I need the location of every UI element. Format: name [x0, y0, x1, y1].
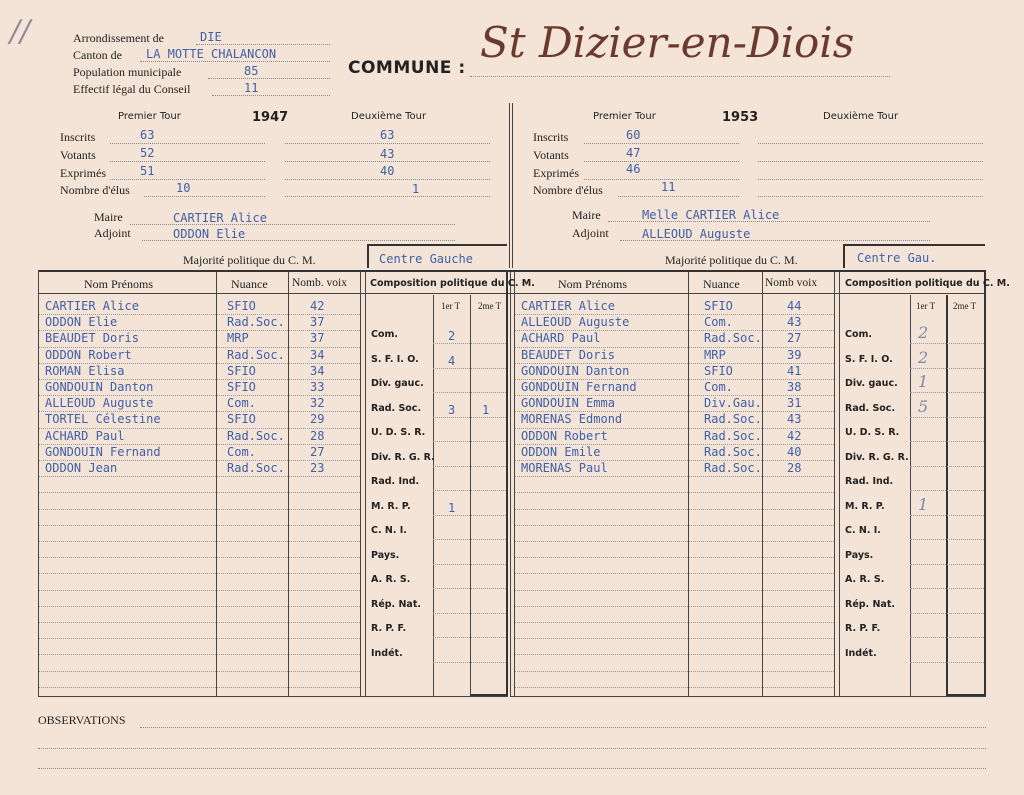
party-rule	[910, 466, 984, 467]
row-rule	[39, 557, 360, 558]
party-rule	[910, 588, 984, 589]
party-rule	[910, 490, 984, 491]
candidate-nuance: Rad.Soc.	[704, 461, 762, 475]
maire-label-1947: Maire	[94, 210, 123, 224]
row-rule	[515, 654, 834, 655]
party-label: U. D. S. R.	[371, 427, 426, 438]
candidate-name: ACHARD Paul	[45, 428, 125, 443]
commune-label: COMMUNE :	[348, 58, 466, 78]
col-voix-1953: Nomb voix	[765, 277, 818, 289]
candidate-voix: 28	[310, 428, 325, 443]
votants-label-1947: Votants	[60, 148, 96, 162]
candidate-voix: 43	[787, 412, 802, 427]
row-rule	[515, 541, 834, 542]
party-label: M. R. P.	[371, 500, 411, 512]
row-rule	[39, 671, 360, 672]
party-label: U. D. S. R.	[845, 427, 900, 438]
inscrits-1947-t1: 63	[140, 128, 155, 142]
candidate-nuance: Com.	[704, 315, 733, 330]
row-rule	[515, 573, 834, 574]
elus-1947-t1: 10	[176, 181, 191, 195]
candidate-name: CARTIER Alice	[45, 299, 139, 313]
compo-t1: 2	[918, 323, 929, 342]
party-rule	[910, 417, 984, 418]
candidate-name: GONDOUIN Fernand	[521, 380, 637, 394]
compo-t1: 4	[448, 353, 456, 368]
candidate-nuance: SFIO	[227, 363, 256, 378]
candidate-name: BEAUDET Doris	[45, 331, 139, 346]
candidate-voix: 28	[787, 461, 802, 475]
candidate-name: ODDON Elie	[45, 315, 118, 330]
candidate-name: GONDOUIN Emma	[521, 396, 615, 411]
col-nuance-1947: Nuance	[231, 277, 268, 291]
population-label: Population municipale	[73, 65, 182, 79]
row-rule	[515, 671, 834, 672]
candidate-voix: 38	[787, 380, 802, 394]
party-label: A. R. S.	[845, 574, 885, 585]
t1-1953: 1er T	[916, 301, 936, 311]
party-label: Rép. Nat.	[371, 598, 421, 610]
party-label: Indét.	[845, 647, 877, 659]
arrondissement-value: DIE	[200, 30, 222, 44]
candidate-nuance: SFIO	[704, 363, 733, 378]
compo-t1: 2	[918, 347, 929, 367]
party-label: A. R. S.	[371, 574, 411, 585]
party-label: Rad. Ind.	[845, 476, 894, 487]
elus-label-1953: Nombre d'élus	[533, 183, 603, 197]
row-rule	[515, 557, 834, 558]
majorite-label-1947: Majorité politique du C. M.	[183, 253, 316, 267]
row-rule	[39, 622, 360, 623]
inscrits-label-1953: Inscrits	[533, 130, 569, 144]
votants-1947-t1: 52	[140, 146, 155, 160]
elus-label-1947: Nombre d'élus	[60, 183, 130, 197]
inscrits-label-1947: Inscrits	[60, 130, 96, 144]
party-rule	[910, 515, 984, 516]
compo-t1: 2	[448, 329, 456, 343]
candidate-voix: 32	[310, 396, 325, 411]
party-rule	[910, 662, 984, 663]
party-label: R. P. F.	[371, 623, 407, 634]
year-1953: 1953	[722, 110, 759, 125]
candidate-nuance: Rad.Soc.	[227, 461, 285, 475]
commune-name: St Dizier-en-Diois	[480, 18, 855, 67]
party-rule	[910, 637, 984, 638]
party-label: Rad. Ind.	[371, 476, 420, 487]
candidate-nuance: Rad.Soc.	[704, 444, 762, 459]
party-rule	[433, 515, 506, 516]
col-compo-1947: Composition politique du C. M.	[370, 278, 535, 289]
candidate-name: GONDOUIN Danton	[521, 363, 630, 378]
adjoint-label-1953: Adjoint	[572, 226, 609, 240]
col-nom-1947: Nom Prénoms	[84, 277, 153, 291]
row-rule	[39, 476, 360, 477]
party-label: C. N. I.	[371, 525, 407, 536]
candidate-name: ODDON Robert	[45, 347, 132, 362]
party-rule	[433, 490, 506, 491]
party-rule	[433, 613, 506, 614]
row-rule	[39, 573, 360, 574]
year-1947: 1947	[252, 110, 289, 125]
compo-t1: 5	[918, 396, 929, 416]
row-rule	[515, 638, 834, 639]
effectif-label: Effectif légal du Conseil	[73, 82, 191, 96]
party-label: Pays.	[845, 549, 874, 561]
candidate-voix: 34	[310, 347, 325, 362]
candidate-nuance: MRP	[227, 331, 249, 346]
candidate-voix: 23	[310, 461, 325, 475]
inscrits-1947-t2: 63	[380, 128, 395, 142]
candidate-voix: 43	[787, 315, 802, 330]
row-rule	[39, 654, 360, 655]
party-rule	[910, 539, 984, 540]
party-rule	[433, 441, 506, 442]
party-rule	[433, 466, 506, 467]
party-rule	[433, 343, 506, 344]
adjoint-1953: ALLEOUD Auguste	[642, 227, 751, 241]
deuxieme-tour-1947: Deuxième Tour	[351, 111, 427, 122]
party-rule	[433, 637, 506, 638]
row-rule	[515, 492, 834, 493]
col-compo-1953: Composition politique du C. M.	[845, 278, 1010, 289]
party-rule	[910, 368, 984, 369]
observations-label: OBSERVATIONS	[38, 713, 126, 727]
candidate-nuance: Div.Gau.	[704, 396, 762, 411]
candidate-voix: 29	[310, 412, 325, 427]
row-rule	[39, 687, 360, 688]
candidate-nuance: Rad.Soc.	[227, 428, 285, 443]
candidate-voix: 39	[787, 347, 802, 362]
t2-1953: 2me T	[953, 301, 977, 311]
party-rule	[433, 417, 506, 418]
compo-t1: 1	[918, 494, 929, 514]
canton-value: LA MOTTE CHALANCON	[146, 47, 277, 61]
candidate-voix: 44	[787, 299, 802, 313]
adjoint-label-1947: Adjoint	[94, 226, 131, 240]
party-rule	[433, 662, 506, 663]
candidate-nuance: MRP	[704, 347, 726, 362]
row-rule	[39, 541, 360, 542]
party-rule	[433, 539, 506, 540]
candidate-voix: 34	[310, 363, 325, 378]
party-label: Indét.	[371, 647, 403, 659]
candidate-name: ALLEOUD Auguste	[521, 315, 630, 330]
row-rule	[39, 492, 360, 493]
exprimes-1947-t2: 40	[380, 164, 395, 178]
party-label: S. F. I. O.	[845, 353, 893, 365]
canton-label: Canton de	[73, 48, 122, 62]
margin-mark: //	[10, 14, 31, 49]
majorite-1947: Centre Gauche	[379, 252, 473, 266]
col-voix-1947: Nomb. voix	[292, 277, 347, 289]
candidate-name: ODDON Jean	[45, 461, 118, 475]
effectif-value: 11	[244, 81, 259, 95]
party-label: C. N. I.	[845, 525, 881, 536]
candidate-name: ODDON Emile	[521, 444, 601, 459]
row-rule	[39, 590, 360, 591]
exprimes-1953-t1: 46	[626, 162, 641, 176]
party-rule	[433, 392, 506, 393]
elus-1953-t1: 11	[661, 180, 676, 194]
compo-t1: 1	[918, 372, 929, 391]
row-rule	[39, 606, 360, 607]
row-rule	[39, 638, 360, 639]
candidate-voix: 40	[787, 444, 802, 459]
party-rule	[910, 564, 984, 565]
candidate-nuance: Com.	[704, 380, 733, 394]
row-rule	[515, 476, 834, 477]
candidate-name: ACHARD Paul	[521, 331, 601, 346]
candidate-nuance: Rad.Soc.	[227, 315, 285, 330]
candidate-name: ROMAN Elisa	[45, 363, 125, 378]
row-rule	[515, 509, 834, 510]
t1-1947: 1er T	[441, 301, 461, 311]
col-nuance-1953: Nuance	[703, 277, 740, 291]
party-label: Div. R. G. R.	[371, 451, 435, 463]
candidate-nuance: Com.	[227, 396, 256, 411]
party-label: Div. R. G. R.	[845, 451, 909, 463]
party-label: Div. gauc.	[845, 378, 898, 389]
exprimes-label-1947: Exprimés	[60, 166, 106, 180]
compo-t1: 3	[448, 402, 456, 417]
row-rule	[515, 687, 834, 688]
party-rule	[910, 441, 984, 442]
party-label: Rép. Nat.	[845, 598, 895, 610]
party-label: Div. gauc.	[371, 378, 424, 389]
party-rule	[910, 343, 984, 344]
candidate-nuance: Com.	[227, 444, 256, 459]
exprimes-1947-t1: 51	[140, 164, 155, 178]
candidate-nuance: Rad.Soc.	[227, 347, 285, 362]
party-rule	[433, 564, 506, 565]
candidate-nuance: Rad.Soc.	[704, 331, 762, 346]
row-rule	[39, 525, 360, 526]
candidate-name: MORENAS Paul	[521, 461, 608, 475]
candidate-name: TORTEL Célestine	[45, 412, 161, 427]
candidate-name: MORENAS Edmond	[521, 412, 623, 427]
party-label: S. F. I. O.	[371, 353, 419, 365]
candidate-voix: 37	[310, 331, 325, 346]
row-rule	[515, 606, 834, 607]
votants-1947-t2: 43	[380, 147, 395, 161]
deuxieme-tour-1953: Deuxième Tour	[823, 111, 899, 122]
maire-label-1953: Maire	[572, 208, 601, 222]
t2-1947: 2me T	[478, 301, 502, 311]
row-rule	[515, 622, 834, 623]
party-rule	[910, 613, 984, 614]
party-label: Com.	[845, 329, 873, 340]
row-rule	[39, 509, 360, 510]
candidate-name: BEAUDET Doris	[521, 347, 615, 362]
adjoint-1947: ODDON Elie	[173, 227, 246, 241]
candidate-name: ALLEOUD Auguste	[45, 396, 154, 411]
party-rule	[433, 588, 506, 589]
col-nom-1953: Nom Prénoms	[558, 277, 627, 291]
candidate-voix: 42	[310, 299, 325, 313]
candidate-nuance: SFIO	[227, 299, 256, 313]
arrondissement-label: Arrondissement de	[73, 31, 164, 45]
party-label: R. P. F.	[845, 623, 881, 634]
candidate-voix: 42	[787, 428, 802, 443]
majorite-label-1953: Majorité politique du C. M.	[665, 253, 798, 267]
candidate-nuance: Rad.Soc.	[704, 428, 762, 443]
candidate-voix: 27	[310, 444, 325, 459]
compo-t1: 1	[448, 500, 456, 515]
candidate-nuance: SFIO	[704, 299, 733, 313]
votants-1953-t1: 47	[626, 146, 641, 160]
maire-1947: CARTIER Alice	[173, 211, 267, 225]
compo-t2: 1	[482, 402, 490, 417]
party-label: Rad. Soc.	[845, 402, 896, 414]
elus-1947-t2: 1	[412, 182, 420, 196]
inscrits-1953-t1: 60	[626, 128, 641, 142]
candidate-voix: 27	[787, 331, 802, 346]
candidate-voix: 31	[787, 396, 802, 411]
party-rule	[433, 368, 506, 369]
exprimes-label-1953: Exprimés	[533, 166, 579, 180]
votants-label-1953: Votants	[533, 148, 569, 162]
candidate-voix: 33	[310, 380, 325, 394]
candidate-voix: 41	[787, 363, 802, 378]
candidate-name: CARTIER Alice	[521, 299, 615, 313]
candidate-name: ODDON Robert	[521, 428, 608, 443]
party-rule	[910, 392, 984, 393]
maire-1953: Melle CARTIER Alice	[642, 208, 780, 222]
premier-tour-1947: Premier Tour	[118, 111, 181, 122]
premier-tour-1953: Premier Tour	[593, 111, 656, 122]
candidate-voix: 37	[310, 315, 325, 330]
candidate-name: GONDOUIN Fernand	[45, 444, 161, 459]
party-label: Rad. Soc.	[371, 402, 422, 414]
population-value: 85	[244, 64, 259, 78]
candidate-nuance: SFIO	[227, 380, 256, 394]
party-label: Pays.	[371, 549, 400, 561]
row-rule	[515, 590, 834, 591]
candidate-name: GONDOUIN Danton	[45, 380, 154, 394]
party-label: Com.	[371, 329, 399, 340]
candidate-nuance: SFIO	[227, 412, 256, 427]
majorite-1953: Centre Gau.	[857, 251, 937, 265]
party-label: M. R. P.	[845, 500, 885, 512]
candidate-nuance: Rad.Soc.	[704, 412, 762, 427]
row-rule	[515, 525, 834, 526]
